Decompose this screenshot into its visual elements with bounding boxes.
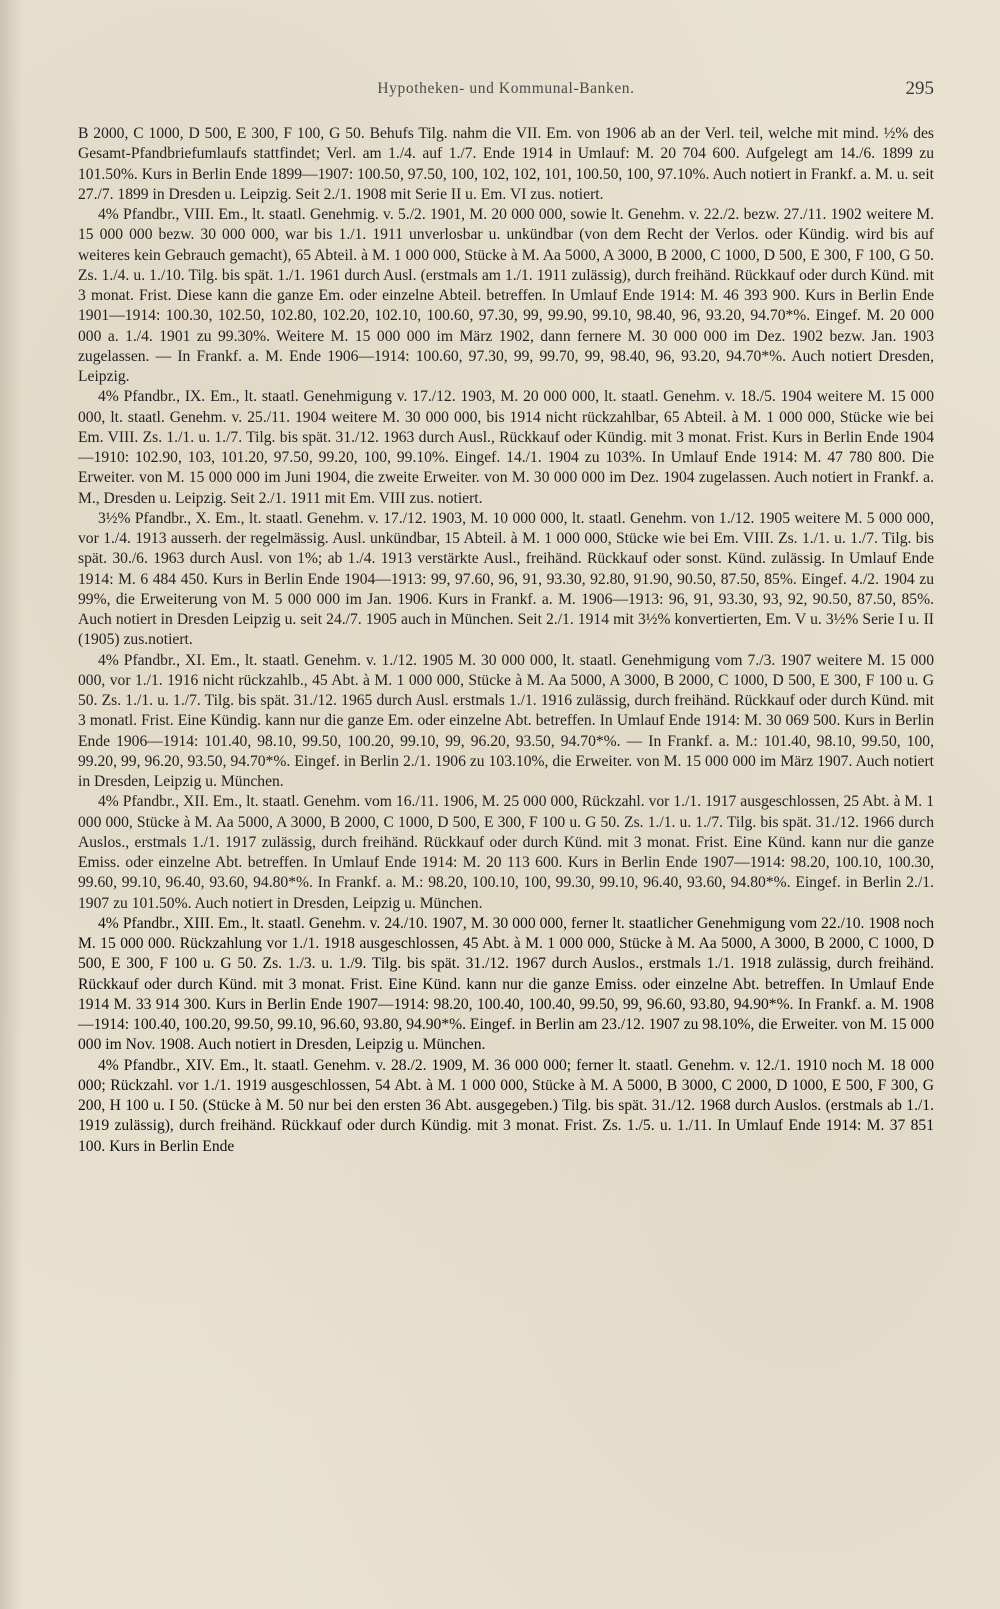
- paragraph-emission-viii: 4% Pfandbr., VIII. Em., lt. staatl. Genehmig. v. 5./2. 1901, M. 20 000 000, sowie lt. Genehm. v. 22./2. bezw. 27./11. 1902 weitere M. 15 000 000 bezw. 30 000 000, war bis 1./1. 1911 unverlosbar u. unkündbar (von dem Recht der Verlos. oder Kündig. wird bis auf weiteres kein Gebrauch gemacht), 65 Abteil. à M. 1 000 000, Stücke à M. Aa 5000, A 3000, B 2000, C 1000, D 500, E 300, F 100, G 50. Zs. 1./4. u. 1./10. Tilg. bis spät. 1./1. 1961 durch Ausl. (erstmals am 1./1. 1911 zulässig), durch freihänd. Rückkauf oder durch Künd. mit 3 monat. Frist. Diese kann die ganze Em. oder einzelne Abteil. betreffen. In Umlauf Ende 1914: M. 46 393 900. Kurs in Berlin Ende 1901—1914: 100.30, 102.50, 102.80, 102.20, 102.10, 100.60, 97.30, 99, 99.90, 99.10, 98.40, 96, 93.20, 94.70*%. Eingef. M. 20 000 000 a. 1./4. 1901 zu 99.30%. Weitere M. 15 000 000 im März 1902, dann fernere M. 30 000 000 im Dez. 1902 bezw. Jan. 1903 zugelassen. — In Frankf. a. M. Ende 1906—1914: 100.60, 97.30, 99, 99.70, 99, 98.40, 96, 93.20, 94.70*%. Auch notiert Dresden, Leipzig.: [78, 206, 934, 385]
- paragraph-emission-xiv: 4% Pfandbr., XIV. Em., lt. staatl. Genehm. v. 28./2. 1909, M. 36 000 000; ferner lt. staatl. Genehm. v. 12./1. 1910 noch M. 18 000 000; Rückzahl. vor 1./1. 1919 ausgeschlossen, 54 Abt. à M. 1 000 000, Stücke à M. A 5000, B 3000, C 2000, D 1000, E 500, F 300, G 200, H 100 u. I 50. (Stücke à M. 50 nur bei den ersten 36 Abt. ausgegeben.) Tilg. bis spät. 31./12. 1968 durch Auslos. (erstmals ab 1./1. 1919 zulässig), durch freihänd. Rückkauf oder durch Kündig. mit 3 monat. Frist. Zs. 1./5. u. 1./11. In Umlauf Ende 1914: M. 37 851 100. Kurs in Berlin Ende: [78, 1056, 934, 1155]
- page-number: 295: [905, 78, 934, 99]
- book-page: [78, 0, 934, 1609]
- page-header: [78, 80, 934, 106]
- body-text: [78, 124, 934, 1157]
- paragraph-emission-x: 3½% Pfandbr., X. Em., lt. staatl. Genehm. v. 17./12. 1903, M. 10 000 000, lt. staatl. Genehm. von 1./12. 1905 weitere M. 5 000 000, vor 1./4. 1913 ausserh. der regelmässig. Ausl. unkündbar, 15 Abteil. à M. 1 000 000, Stücke wie bei Em. VIII. Zs. 1./1. u. 1./7. Tilg. bis spät. 30./6. 1963 durch Ausl. von 1%; ab 1./4. 1913 verstärkte Ausl., freihänd. Rückkauf oder sonst. Künd. zulässig. In Umlauf Ende 1914: M. 6 484 450. Kurs in Berlin Ende 1904—1913: 99, 97.60, 96, 91, 93.30, 92.80, 91.90, 90.50, 87.50, 85%. Eingef. 4./2. 1904 zu 99%, die Erweiterung von M. 5 000 000 im Jan. 1906. Kurs in Frankf. a. M. 1906—1913: 96, 91, 93.30, 93, 92, 90.50, 87.50, 85%. Auch notiert in Dresden Leipzig u. seit 24./7. 1905 auch in München. Seit 2./1. 1914 mit 3½% konvertierten, Em. V u. 3½% Serie I u. II (1905) zus.notiert.: [78, 509, 934, 649]
- paragraph-emission-xii: 4% Pfandbr., XII. Em., lt. staatl. Genehm. vom 16./11. 1906, M. 25 000 000, Rückzahl. vor 1./1. 1917 ausgeschlossen, 25 Abt. à M. 1 000 000, Stücke à M. Aa 5000, A 3000, B 2000, C 1000, D 500, E 300, F 100 u. G 50. Zs. 1./1. u. 1./7. Tilg. bis spät. 31./12. 1966 durch Auslos., erstmals 1./1. 1917 zulässig, durch freihänd. Rückkauf oder durch Künd. mit 3 monat. Frist. Eine Künd. kann nur die ganze Emiss. oder einzelne Abt. betreffen. In Umlauf Ende 1914: M. 20 113 600. Kurs in Berlin Ende 1907—1914: 98.20, 100.10, 100.30, 99.60, 99.10, 96.40, 93.60, 94.80*%. In Frankf. a. M.: 98.20, 100.10, 100, 99.30, 99.10, 96.40, 93.60, 94.80*%. Eingef. in Berlin 2./1. 1907 zu 101.50%. Auch notiert in Dresden, Leipzig u. München.: [78, 793, 934, 912]
- paragraph-emission-vii-continued: B 2000, C 1000, D 500, E 300, F 100, G 50. Behufs Tilg. nahm die VII. Em. von 1906 ab an der Verl. teil, welche mit mind. ½% des Gesamt-Pfandbriefumlaufs stattfindet; Verl. am 1./4. auf 1./7. Ende 1914 in Umlauf: M. 20 704 600. Aufgelegt am 14./6. 1899 zu 101.50%. Kurs in Berlin Ende 1899—1907: 100.50, 97.50, 100, 102, 102, 101, 100.50, 100, 97.10%. Auch notiert in Frankf. a. M. u. seit 27./7. 1899 in Dresden u. Leipzig. Seit 2./1. 1908 mit Serie II u. Em. VI zus. notiert.: [78, 125, 934, 203]
- running-title: Hypotheken- und Kommunal-Banken.: [377, 80, 635, 97]
- paragraph-emission-xi: 4% Pfandbr., XI. Em., lt. staatl. Genehm. v. 1./12. 1905 M. 30 000 000, lt. staatl. Genehmigung vom 7./3. 1907 weitere M. 15 000 000, vor 1./1. 1916 nicht rückzahlb., 45 Abt. à M. 1 000 000, Stücke à M. Aa 5000, A 3000, B 2000, C 1000, D 500, E 300, F 100 u. G 50. Zs. 1./1. u. 1./7. Tilg. bis spät. 31./12. 1965 durch Ausl. erstmals 1./1. 1916 zulässig, durch freihänd. Rückkauf oder durch Künd. mit 3 monatl. Frist. Eine Kündig. kann nur die ganze Em. oder einzelne Abt. betreffen. In Umlauf Ende 1914: M. 30 069 500. Kurs in Berlin Ende 1906—1914: 101.40, 98.10, 99.50, 100.20, 99.10, 99, 96.20, 93.50, 94.70*%. — In Frankf. a. M.: 101.40, 98.10, 99.50, 100, 99.20, 99, 96.20, 93.50, 94.70*%. Eingef. in Berlin 2./1. 1906 zu 103.10%, die Erweiter. von M. 15 000 000 im März 1907. Auch notiert in Dresden, Leipzig u. München.: [78, 651, 934, 790]
- paragraph-emission-ix: 4% Pfandbr., IX. Em., lt. staatl. Genehmigung v. 17./12. 1903, M. 20 000 000, lt. staatl. Genehm. v. 18./5. 1904 weitere M. 15 000 000, lt. staatl. Genehm. v. 25./11. 1904 weitere M. 30 000 000, bis 1914 nicht rückzahlbar, 65 Abteil. à M. 1 000 000, Stücke wie bei Em. VIII. Zs. 1./1. u. 1./7. Tilg. bis spät. 31./12. 1963 durch Ausl., Rückkauf oder Kündig. mit 3 monat. Frist. Kurs in Berlin Ende 1904—1910: 102.90, 103, 101.20, 97.50, 99.20, 100, 99.10%. Eingef. 14./1. 1904 zu 103%. In Umlauf Ende 1914: M. 47 780 800. Die Erweiter. von M. 15 000 000 im Juni 1904, die zweite Erweiter. von M. 30 000 000 im Dez. 1904 zugelassen. Auch notiert in Frankf. a. M., Dresden u. Leipzig. Seit 2./1. 1911 mit Em. VIII zus. notiert.: [78, 388, 934, 507]
- paragraph-emission-xiii: 4% Pfandbr., XIII. Em., lt. staatl. Genehm. v. 24./10. 1907, M. 30 000 000, ferner lt. staatlicher Genehmigung vom 22./10. 1908 noch M. 15 000 000. Rückzahlung vor 1./1. 1918 ausgeschlossen, 45 Abt. à M. 1 000 000, Stücke à M. Aa 5000, A 3000, B 2000, C 1000, D 500, E 300, F 100 u. G 50. Zs. 1./3. u. 1./9. Tilg. bis spät. 31./12. 1967 durch Auslos., erstmals 1./1. 1918 zulässig, durch freihänd. Rückkauf oder durch Künd. mit 3 monat. Frist. Eine Künd. kann nur die ganze Emiss. oder einzelne Abt. betreffen. In Umlauf Ende 1914 M. 33 914 300. Kurs in Berlin Ende 1907—1914: 98.20, 100.40, 100.40, 99.50, 99, 96.60, 93.80, 94.90*%. In Frankf. a. M. 1908—1914: 100.40, 100.20, 99.50, 99.10, 96.60, 93.80, 94.90*%. Eingef. in Berlin am 23./12. 1907 zu 98.10%, die Erweiter. von M. 15 000 000 im Nov. 1908. Auch notiert in Dresden, Leipzig u. München.: [78, 914, 934, 1054]
